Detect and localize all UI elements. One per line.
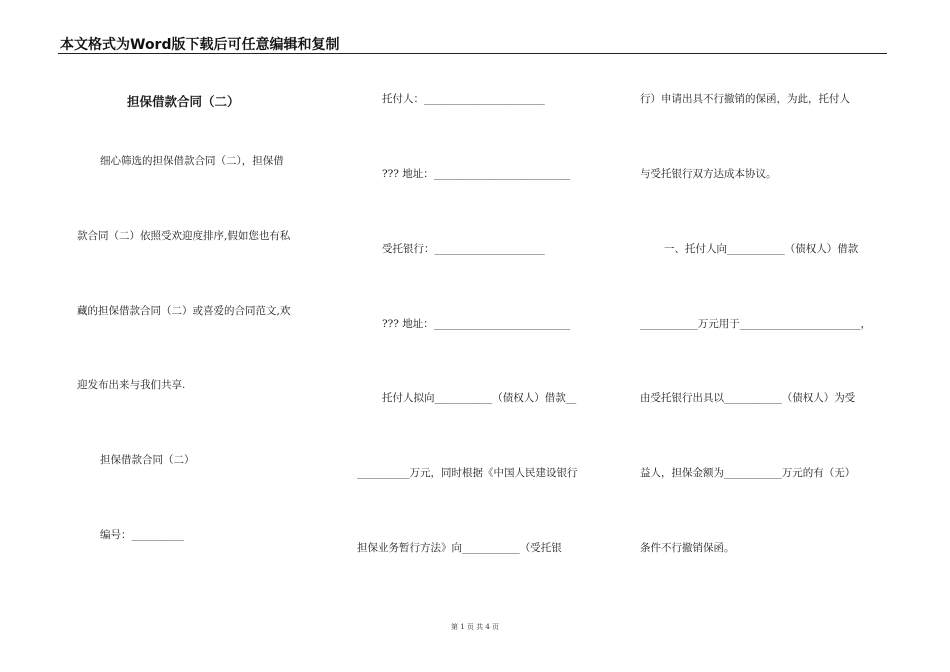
col3-line-1: 行）申请出具不行撤销的保函，为此，托付人 xyxy=(640,93,850,105)
document-header: 本文格式为Word版下载后可任意编辑和复制 xyxy=(60,37,340,53)
col2-line-1: 托付人：_______________________ xyxy=(382,93,545,105)
page-number: 第 1 页 共 4 页 xyxy=(450,623,500,631)
col2-line-4: ??? 地址：__________________________ xyxy=(382,318,571,330)
col3-line-4: ___________万元用于_______________________， xyxy=(640,318,871,330)
col2-line-7: 担保业务暂行方法》向___________（受托银 xyxy=(357,542,562,554)
col3-line-6: 益人，担保金额为___________万元的有（无） xyxy=(640,467,856,479)
col3-line-7: 条件不行撤销保函。 xyxy=(640,542,735,554)
col1-line-5: 担保借款合同（二） xyxy=(100,454,195,466)
col3-line-5: 由受托银行出具以___________（债权人）为受 xyxy=(640,392,856,404)
col1-line-4: 迎发布出来与我们共享. xyxy=(77,379,186,391)
col1-line-6: 编号：__________ xyxy=(100,529,184,541)
col2-line-5: 托付人拟向___________（债权人）借款__ xyxy=(382,392,577,404)
col2-line-2: ??? 地址：__________________________ xyxy=(382,168,571,180)
col1-line-3: 藏的担保借款合同（二）或喜爱的合同范文,欢 xyxy=(77,305,291,317)
col3-line-3: 一、托付人向___________（债权人）借款 xyxy=(664,243,859,255)
header-divider xyxy=(58,53,887,54)
col1-line-2: 款合同（二）依照受欢迎度排序,假如您也有私 xyxy=(77,230,291,242)
col2-line-3: 受托银行：_____________________ xyxy=(382,243,545,255)
col3-line-2: 与受托银行双方达成本协议。 xyxy=(640,168,777,180)
page-title: 担保借款合同（二） xyxy=(127,94,240,109)
col1-line-1: 细心筛选的担保借款合同（二），担保借 xyxy=(100,155,284,167)
col2-line-6: __________万元，同时根据《中国人民建设银行 xyxy=(357,467,578,479)
